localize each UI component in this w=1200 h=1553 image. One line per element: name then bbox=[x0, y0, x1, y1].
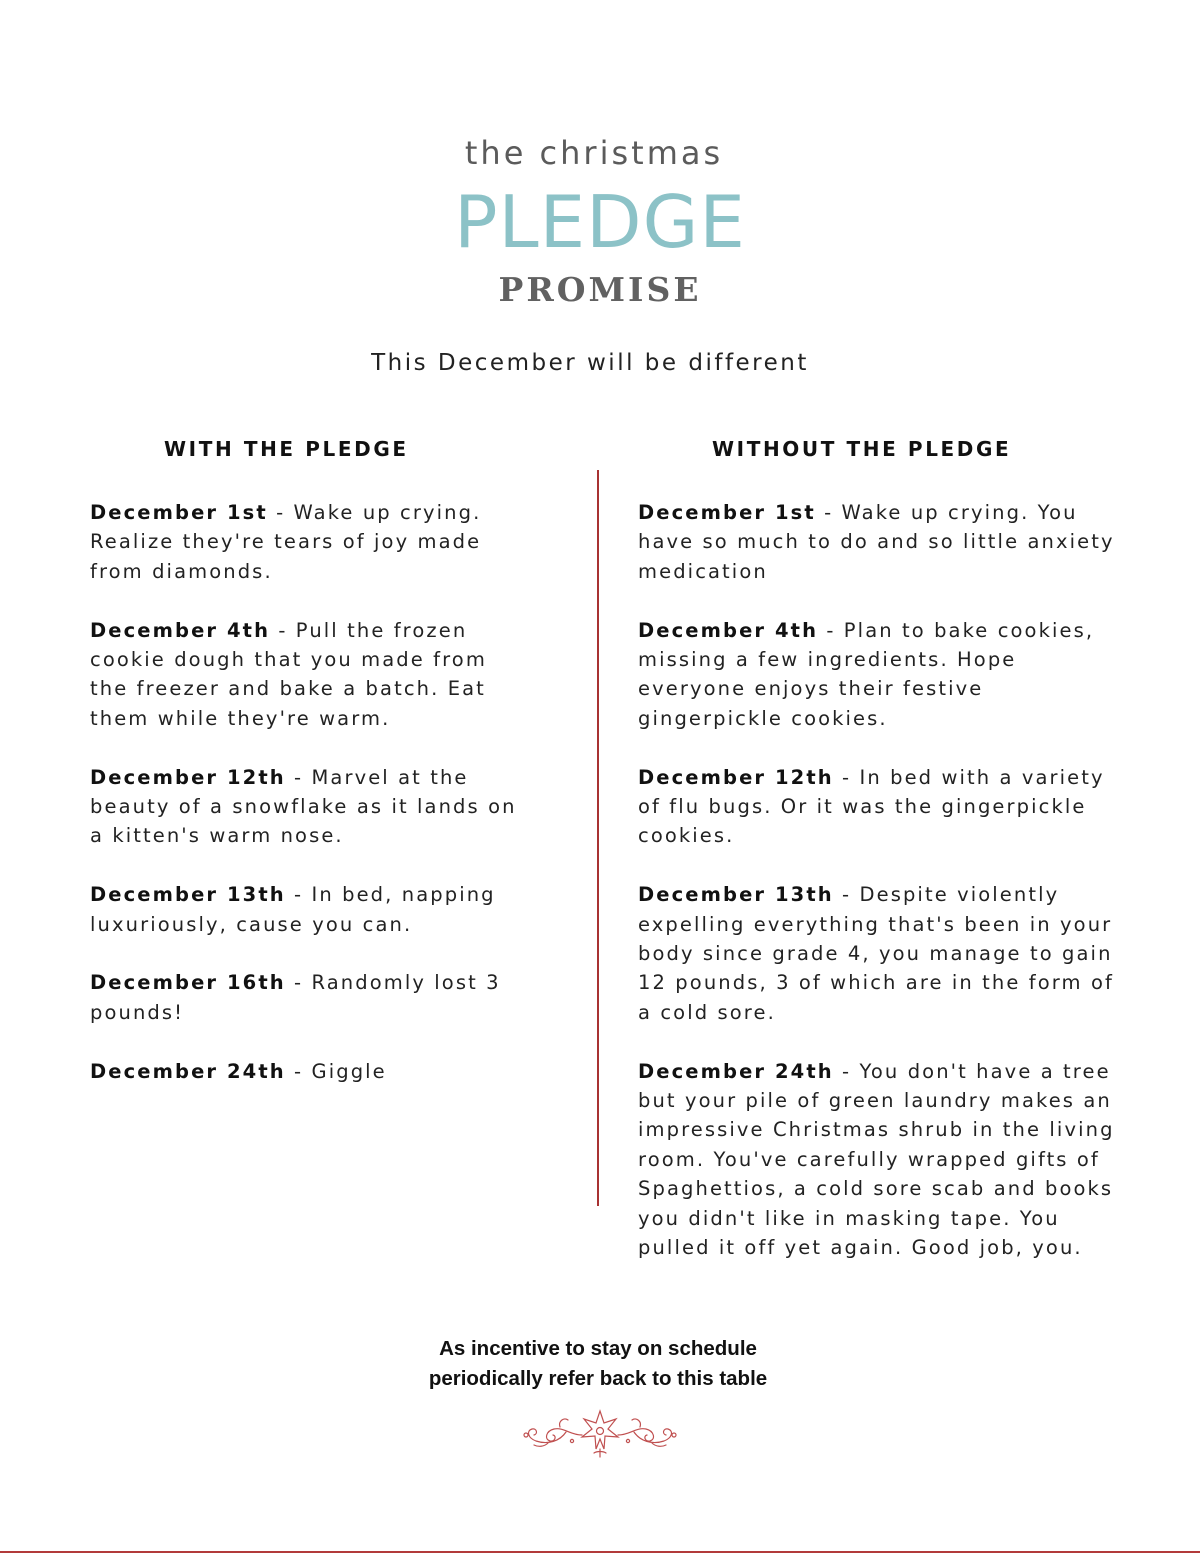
entry-date: December 1st bbox=[638, 501, 816, 524]
entry-without-dec-4 bbox=[638, 616, 1128, 734]
tagline: This December will be different bbox=[371, 350, 809, 376]
entry-text: - Despite violently expelling everything that's been in your body since grade 4, you manage to gain 12 pounds, 3 of which are in the form of a cold sore. bbox=[638, 883, 1114, 1024]
column-heading-with: WITH THE PLEDGE bbox=[164, 437, 409, 461]
entry-text: - Pull the frozen cookie dough that you made from the freezer and bake a batch. Eat them while they're warm. bbox=[90, 618, 487, 730]
entry-date: December 4th bbox=[90, 618, 271, 642]
entry-text: - In bed with a variety of flu bugs. Or it was the gingerpickle cookies. bbox=[638, 765, 1105, 848]
footer-note bbox=[0, 1334, 1196, 1394]
entry-date: December 12th bbox=[90, 765, 286, 789]
entry-text: - Wake up crying. You have so much to do and so little anxiety medication bbox=[638, 501, 1115, 583]
column-heading-without: WITHOUT THE PLEDGE bbox=[712, 437, 1012, 461]
page-subtitle-word: PROMISE bbox=[498, 270, 702, 309]
entry-without-dec-13 bbox=[638, 880, 1128, 1027]
entry-text: - Randomly lost 3 pounds! bbox=[90, 971, 501, 1024]
entry-with-dec-12 bbox=[90, 763, 530, 851]
entry-with-dec-24 bbox=[90, 1057, 530, 1086]
entry-text: - Marvel at the beauty of a snowflake as it lands on a kitten's warm nose. bbox=[90, 765, 517, 848]
entry-date: December 13th bbox=[90, 883, 286, 907]
poinsettia-flourish-icon bbox=[520, 1405, 680, 1461]
entry-without-dec-1 bbox=[638, 498, 1128, 586]
entry-with-dec-1 bbox=[90, 498, 530, 586]
column-with-pledge bbox=[90, 498, 530, 1115]
entry-with-dec-16 bbox=[90, 968, 530, 1027]
entry-with-dec-4 bbox=[90, 616, 530, 734]
footer-line-1: As incentive to stay on schedule bbox=[439, 1337, 757, 1360]
entry-date: December 16th bbox=[90, 971, 286, 995]
entry-text: - You don't have a tree but your pile of green laundry makes an impressive Christmas shrub in the living room. You've carefully wrapped gifts of Spaghettios, a cold sore scab and books you didn't like in masking tape. You pulled it off yet again. Good job, you. bbox=[638, 1059, 1115, 1260]
entry-text: - Giggle bbox=[285, 1059, 387, 1083]
entry-without-dec-12 bbox=[638, 763, 1128, 851]
entry-text: - In bed, napping luxuriously, cause you can. bbox=[90, 883, 496, 936]
entry-date: December 24th bbox=[638, 1059, 834, 1083]
entry-date: December 24th bbox=[90, 1059, 286, 1083]
header-kicker: the christmas bbox=[464, 134, 724, 172]
entry-date: December 4th bbox=[638, 618, 819, 642]
page-title: PLEDGE bbox=[454, 180, 746, 264]
footer-line-2: periodically refer back to this table bbox=[428, 1367, 768, 1390]
entry-date: December 1st bbox=[90, 501, 268, 524]
entry-text: - Wake up crying. Realize they're tears of joy made from diamonds. bbox=[90, 501, 482, 583]
entry-date: December 12th bbox=[638, 765, 834, 789]
entry-date: December 13th bbox=[638, 883, 834, 907]
entry-text: - Plan to bake cookies, missing a few ingredients. Hope everyone enjoys their festive gingerpickle cookies. bbox=[638, 618, 1095, 730]
entry-with-dec-13 bbox=[90, 880, 530, 939]
column-divider bbox=[597, 470, 599, 1206]
column-without-pledge bbox=[638, 498, 1128, 1292]
entry-without-dec-24 bbox=[638, 1057, 1128, 1263]
